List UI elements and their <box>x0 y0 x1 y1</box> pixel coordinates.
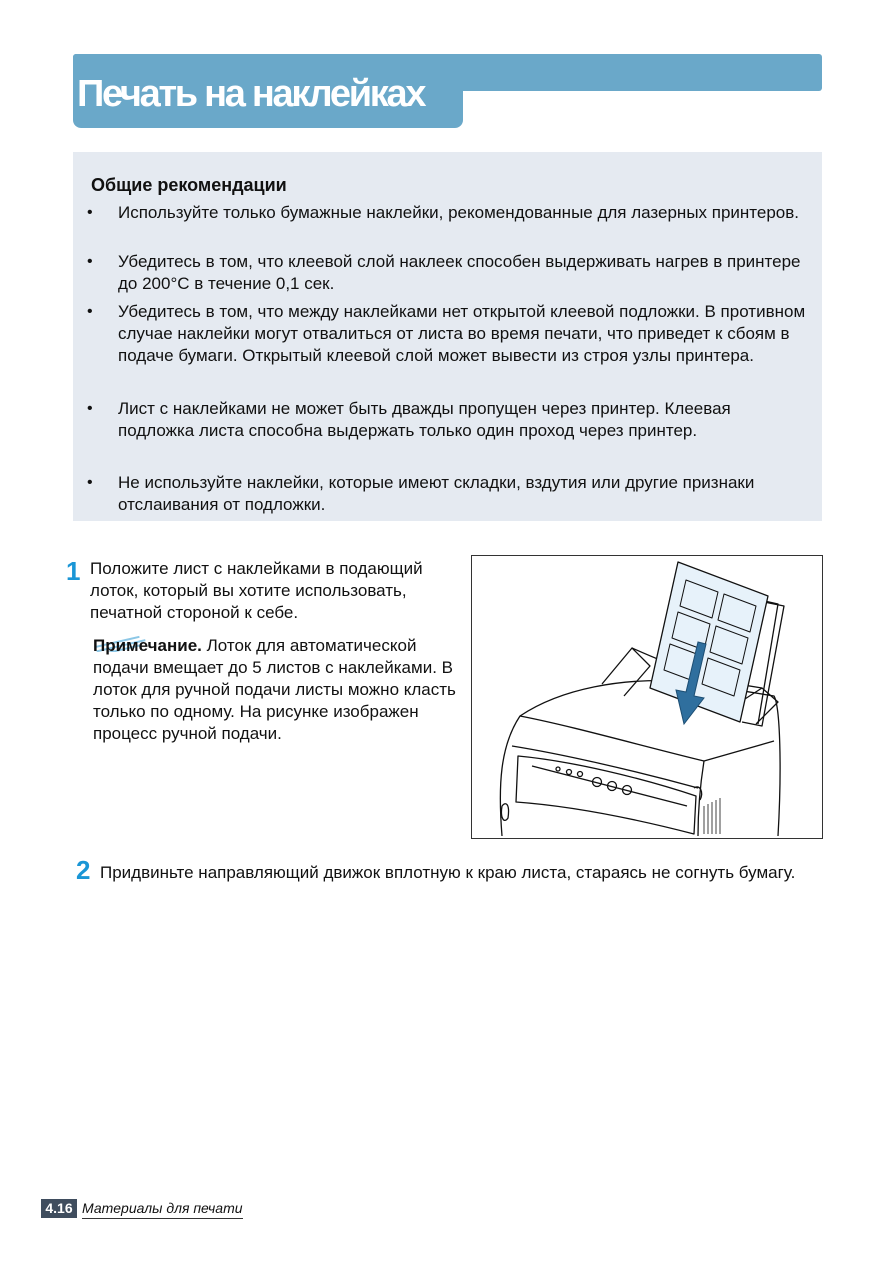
step-number: 1 <box>66 556 81 586</box>
note-text: Лоток для автоматической подачи вмещает до 5 листов с наклейками. В лоток для ручной подачи листы можно класть только по одному. На рисунке изображен процесс ручной подачи. <box>93 636 456 743</box>
note-label: Примечание. <box>93 636 202 655</box>
general-tips-panel <box>73 152 822 521</box>
bullet-icon: • <box>87 474 93 491</box>
tip-text: Не используйте наклейки, которые имеют складки, вздутия или другие признаки отслаивания от подложки. <box>118 473 755 514</box>
tips-title: Общие рекомендации <box>91 175 287 195</box>
tip-text: Используйте только бумажные наклейки, рекомендованные для лазерных принтеров. <box>118 203 800 222</box>
step-text: Придвиньте направляющий движок вплотную к краю листа, стараясь не согнуть бумагу. <box>100 863 796 882</box>
note <box>93 635 473 745</box>
bullet-icon: • <box>87 303 93 320</box>
bullet-icon: • <box>87 400 93 417</box>
page-title: Печать на наклейках <box>77 73 425 115</box>
footer-section-title: Материалы для печати <box>82 1200 243 1219</box>
step-text: Положите лист с наклейками в подающий лоток, который вы хотите использовать, печатной стороной к себе. <box>90 559 423 622</box>
step-number: 2 <box>76 855 91 885</box>
tip-text: Убедитесь в том, что клеевой слой наклеек способен выдерживать нагрев в принтере до 200°C в течение 0,1 сек. <box>118 252 801 293</box>
printer-illustration <box>471 555 823 839</box>
page-number: 4.16 <box>41 1199 77 1218</box>
tip-text: Убедитесь в том, что между наклейками нет открытой клеевой подложки. В противном случае наклейки могут отвалиться от листа во время печати, что приведет к сбоям в подаче бумаги. Открытый клеевой слой может вывести из строя узлы принтера. <box>118 302 806 365</box>
bullet-icon: • <box>87 204 93 221</box>
bullet-icon: • <box>87 253 93 270</box>
tip-text: Лист с наклейками не может быть дважды пропущен через принтер. Клеевая подложка листа способна выдержать только один проход через принтер. <box>118 399 731 440</box>
